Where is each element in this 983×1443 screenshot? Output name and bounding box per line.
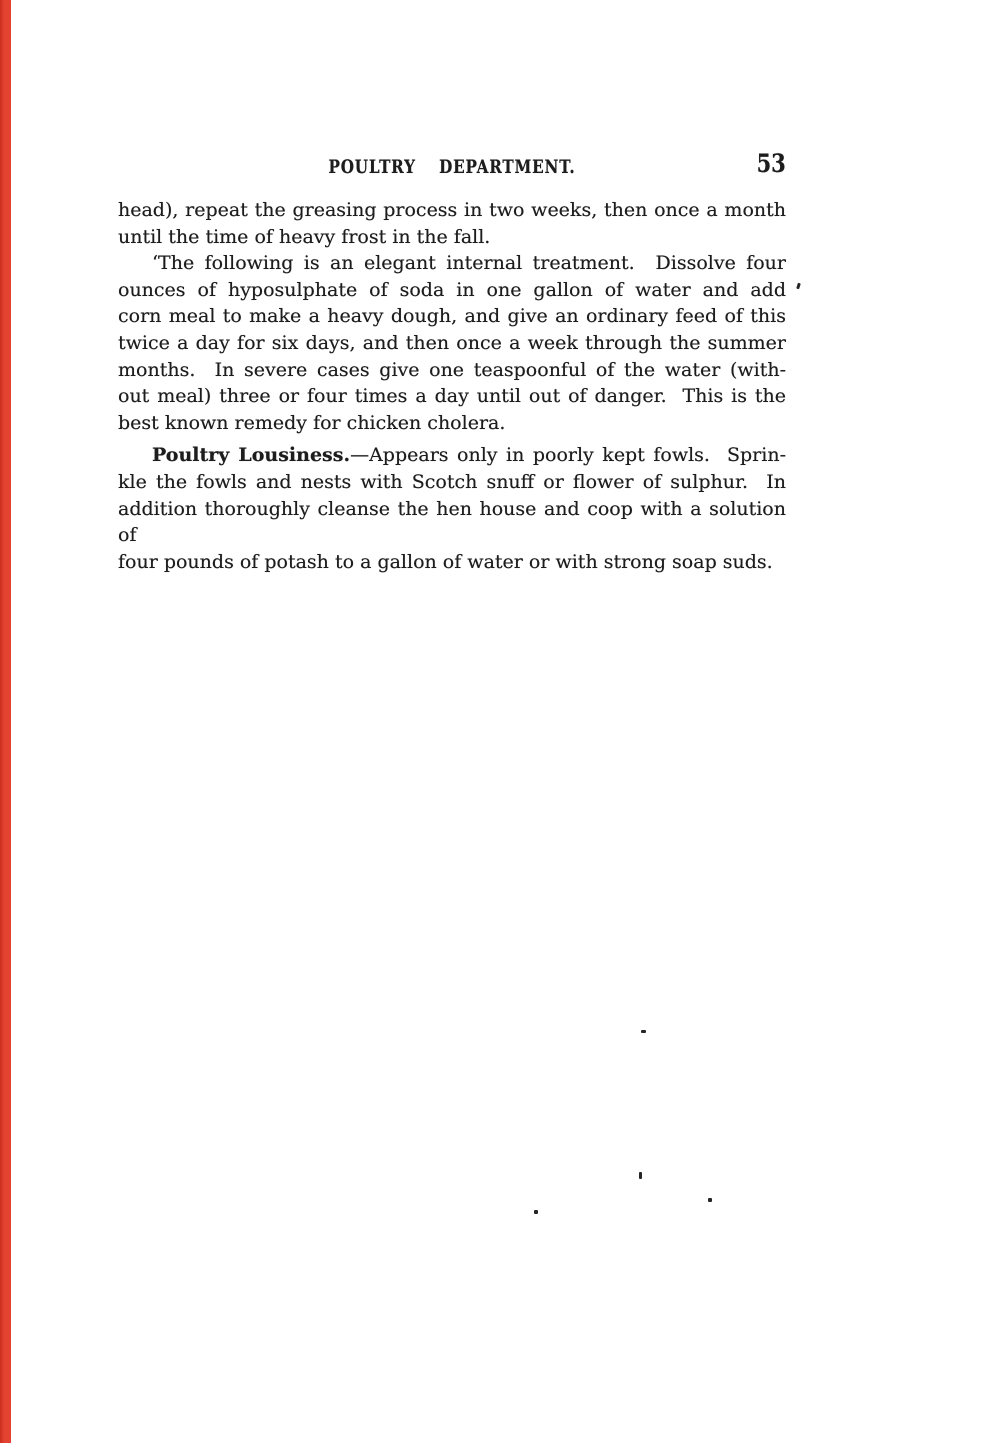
ink-speck — [534, 1210, 538, 1214]
text-line: best known remedy for chicken cholera. — [118, 411, 506, 434]
running-header — [118, 148, 786, 184]
ink-speck — [708, 1198, 712, 1202]
text-line: until the time of heavy frost in the fall. — [118, 225, 491, 248]
red-scan-edge-strip — [0, 0, 11, 1443]
text-line: head), repeat the greasing process in two weeks, then once a month — [118, 199, 786, 221]
ink-speck — [639, 1172, 642, 1179]
text-line: kle the fowls and nests with Scotch snuff or flower of sulphur. In — [118, 470, 786, 493]
bold-lead-in: Poultry Lousiness. — [152, 444, 351, 467]
paragraph-3 — [118, 442, 793, 575]
page-number: 53 — [756, 149, 786, 178]
text-line: out meal) three or four times a day until out of danger. This is the — [118, 385, 786, 408]
text-line: ounces of hyposulphate of soda in one gallon of water and add — [118, 278, 786, 301]
text-line: months. In severe cases give one teaspoonful of the water (with- — [118, 358, 786, 381]
text-line — [118, 442, 786, 469]
ink-speck — [641, 1030, 646, 1033]
text-line: corn meal to make a heavy dough, and give an ordinary feed of this — [118, 305, 786, 328]
ink-speck — [796, 283, 801, 290]
paragraph-2 — [118, 250, 786, 436]
page-title: POULTRY DEPARTMENT. — [328, 156, 576, 178]
text-line: twice a day for six days, and then once a week through the summer — [118, 331, 786, 354]
paragraph-1 — [118, 197, 786, 250]
text-after-bold: —Appears only in poorly kept fowls. Sprin- — [350, 444, 786, 467]
body-text — [118, 197, 793, 575]
text-line: addition thoroughly cleanse the hen house and coop with a solution of — [118, 497, 793, 547]
text-line: four pounds of potash to a gallon of water or with strong soap suds. — [118, 550, 773, 573]
text-line: ‘The following is an elegant internal treatment. Dissolve four — [152, 252, 786, 275]
